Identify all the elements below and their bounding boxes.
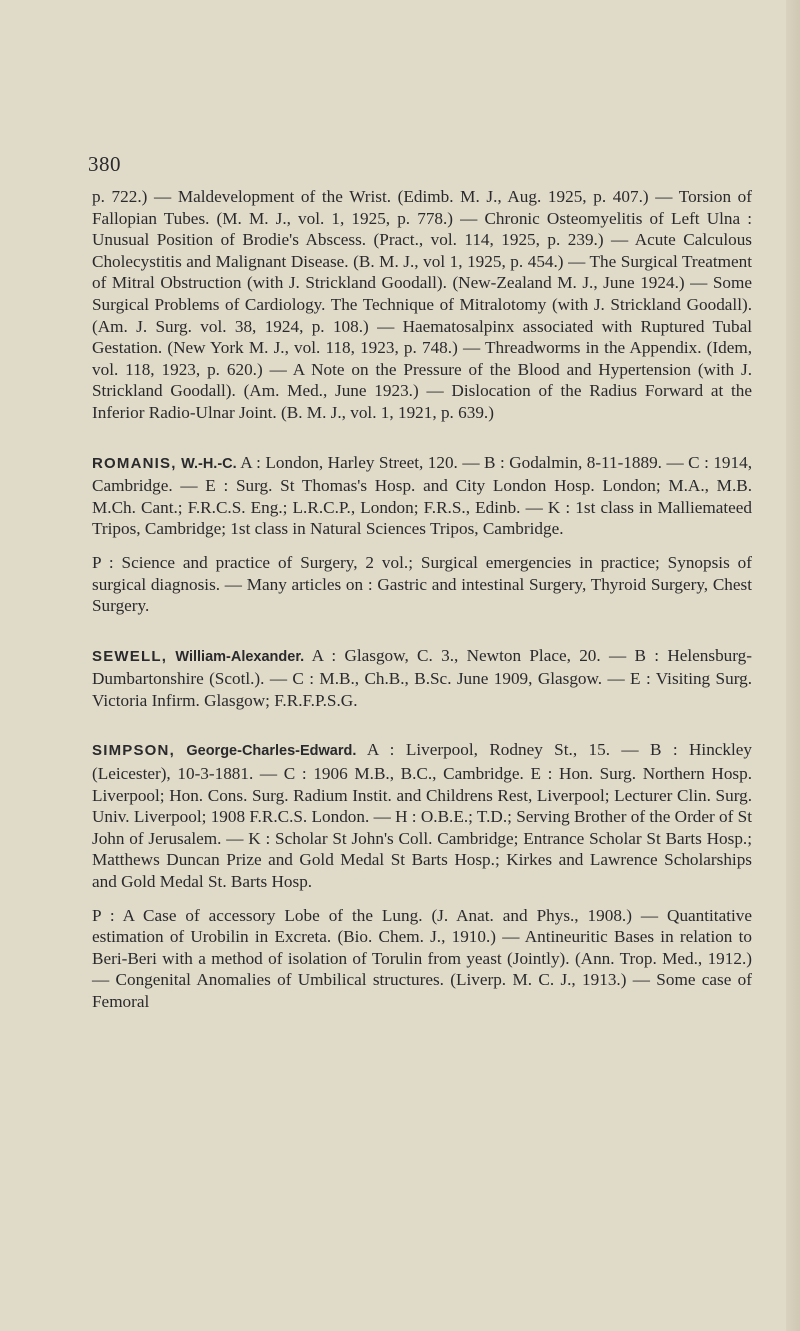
entry-surname: SIMPSON, (92, 742, 175, 760)
entry-publications: P : Science and practice of Surgery, 2 vol.; Surgical emergencies in practice; Synopsis of surgical diagnosis. — Many articles on : Gastric and intestinal Surgery, Thyroid Surgery, Chest Surgery. (92, 552, 752, 616)
entry-simpson (92, 739, 752, 1012)
entry-surname: ROMANIS, (92, 454, 177, 472)
page-body (92, 186, 752, 1013)
continuation-paragraph: p. 722.) — Maldevelopment of the Wrist. (Edimb. M. J., Aug. 1925, p. 407.) — Torsion of Fallopian Tubes. (M. M. J., vol. 1, 1925, p. 778.) — Chronic Osteomyelitis of Left Ulna : Unusual Position of Brodie's Abscess. (Pract., vol. 114, 1925, p. 239.) — Acute Calculous Cholecystitis and Malignant Disease. (B. M. J., vol 1, 1925, p. 454.) — The Surgical Treatment of Mitral Obstruction (with J. Strickland Goodall). (New-Zealand M. J., June 1924.) — Some Surgical Problems of Cardiology. The Technique of Mitralotomy (with J. Strickland Goodall). (Am. J. Surg. vol. 38, 1924, p. 108.) — Haematosalpinx associated with Ruptured Tubal Gestation. (New York M. J., vol. 118, 1923, p. 748.) — Threadworms in the Appendix. (Idem, vol. 118, 1923, p. 620.) — A Note on the Pressure of the Blood and Hypertension (with J. Strickland Goodall). (Am. Med., June 1923.) — Dislocation of the Radius Forward at the Inferior Radio-Ulnar Joint. (B. M. J., vol. 1, 1921, p. 639.) (92, 187, 752, 422)
entry-sewell (92, 645, 752, 712)
entry-body: A : Liverpool, Rodney St., 15. — B : Hinckley (Leicester), 10-3-1881. — C : 1906 M.B., B.C., Cambridge. E : Hon. Surg. Northern Hosp. Liverpool; Hon. Cons. Surg. Radium Instit. and Childrens Rest, Liverpool; Lecturer Clin. Surg. Univ. Liverpool; 1908 F.R.C.S. London. — H : O.B.E.; T.D.; Serving Brother of the Order of St John of Jerusalem. — K : Scholar St John's Coll. Cambridge; Entrance Scholar St Barts Hosp.; Matthews Duncan Prize and Gold Medal St Barts Hosp.; Kirkes and Lawrence Scholarships and Gold Medal St. Barts Hosp. (92, 740, 753, 892)
entry-given-names: George-Charles-Edward. (186, 743, 357, 760)
entry-body: A : Glasgow, C. 3., Newton Place, 20. — B : Helensburg-Dumbartonshire (Scotl.). — C : M.B., Ch.B., B.Sc. June 1909, Glasgow. — E : Visiting Surg. Victoria Infirm. Glasgow; F.R.F.P.S.G. (92, 645, 753, 710)
page-edge-shadow (786, 0, 800, 1331)
entry-publications: P : A Case of accessory Lobe of the Lung. (J. Anat. and Phys., 1908.) — Quantitative estimation of Urobilin in Excreta. (Bio. Chem. J., 1910.) — Antineuritic Bases in relation to Beri-Beri with a method of isolation of Torulin from yeast (Jointly). (Ann. Trop. Med., 1912.) — Congenital Anomalies of Umbilical structures. (Liverp. M. C. J., 1913.) — Some case of Femoral (92, 905, 752, 1011)
entry-given-names: William-Alexander. (175, 648, 305, 665)
page-number: 380 (88, 152, 121, 176)
entry-surname: SEWELL, (92, 647, 168, 665)
entry-body: A : London, Harley Street, 120. — B : Godalmin, 8-11-1889. — C : 1914, Cambridge. — E : Surg. St Thomas's Hosp. and City London Hosp. London; M.A., M.B. M.Ch. Cant.; F.R.C.S. Eng.; L.R.C.P., London; F.R.S., Edinb. — K : 1st class in Malliemateed Tripos, Cambridge; 1st class in Natural Sciences Tripos, Cambridge. (92, 452, 753, 539)
entry-given-names: W.-H.-C. (181, 455, 237, 472)
entry-romanis (92, 452, 752, 617)
